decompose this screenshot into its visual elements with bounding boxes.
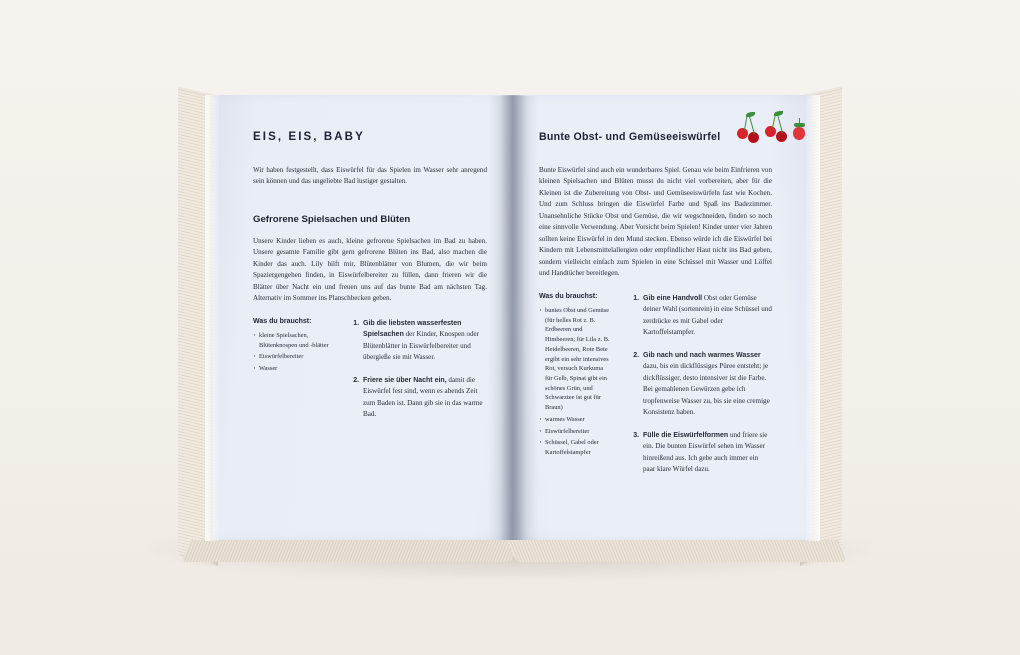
list-item: · Eiswürfelbereiter <box>253 352 331 362</box>
step-rest: dazu, bis ein dickflüssiges Püree entsteht; je dickflüssiger, desto intensiver ist die Farbe. Bei gemahlenen Gewürzen gebe ich tropfenweise Wasser zu, bis sie eine cremige Konsistenz haben. <box>643 362 770 417</box>
left-page-block-edge <box>178 87 218 566</box>
list-item <box>361 375 487 421</box>
list-item: · buntes Obst und Gemüse (für helles Rot z. B. Erdbeeren und Himbeeren; für Lila z. B. Heidelbeeren, Rote Bete ergibt ein sehr intensives Rot, versuch Kurkuma für Gelb, Spinat gibt ein schönes Grün, und Schwarztee ist gut für Braun) <box>539 306 611 413</box>
bottom-right-page-edges <box>508 540 847 562</box>
chapter-title: EIS, EIS, BABY <box>253 131 365 143</box>
left-page <box>213 95 513 540</box>
materials-heading: Was du brauchst: <box>253 317 312 325</box>
list-item <box>641 430 772 476</box>
list-item: · Schüssel, Gabel oder Kartoffelstampfer <box>539 438 611 457</box>
list-item: · Wasser <box>253 364 331 374</box>
recipe-subheading: Gefrorene Spielsachen und Blüten <box>253 213 411 225</box>
right-recipe-columns <box>539 293 772 487</box>
list-item <box>641 350 772 419</box>
cherry-illustration-group <box>735 110 807 144</box>
recipe-body-paragraph: Bunte Eiswürfel sind auch ein wunderbares Spiel. Genau wie beim Einfrieren von kleinen Spielsachen und Blüten musst du nicht viel vorbereiten, aber für die Kleinen ist die Zubereitung von Obst- und Gemüseeiswürfeln fast wie Kochen. Und zum Schluss bringen die Eiswürfel Farbe und Spaß ins Badezimmer. Unansehnliche Stücke Obst und Gemüse, die wir wegschneiden, finden so noch eine sinnvolle Verwendung. Aber Vorsicht beim Spielen! Kinder unter vier Jahren sollten keine Eiswürfel in den Mund stecken. Ebenso würde ich die Eiswürfel bei Kindern mit Lebensmittelallergien oder empfindlicher Haut nicht ins Bad geben, sondern vielleicht einfach zum Spielen in eine Schüssel mit Wasser und Löffel und Handtücher bereitlegen. <box>539 166 772 278</box>
list-item <box>361 318 487 364</box>
right-page <box>513 95 812 540</box>
step-rest: Obst oder Gemüse deiner Wahl (sortenrein) in eine Schüssel und zerdrücke es mit Gabel oder Kartoffelstampfer. <box>643 293 772 337</box>
step-rest: damit die Eiswürfel fest sind, wenn es abends Zeit zum Baden ist. Dann gib sie in das warme Bad. <box>363 375 483 419</box>
bottom-left-page-edges <box>182 540 521 562</box>
list-item: · Eiswürfelbereiter <box>539 427 611 437</box>
list-item: · kleine Spielsachen, Blütenknospen und -blätter <box>253 331 331 350</box>
step-rest: und friere sie ein. Die bunten Eiswürfel sehen im Wasser hinreißend aus. Ich gebe auch immer ein paar klare Würfel dazu. <box>643 430 768 474</box>
list-item <box>641 293 772 339</box>
materials-heading: Was du brauchst: <box>539 292 598 300</box>
step-lead: Friere sie über Nacht ein, <box>363 376 447 384</box>
step-lead: Fülle die Eiswürfelformen <box>643 431 729 439</box>
left-recipe-columns <box>253 318 487 432</box>
right-steps-list <box>628 293 772 487</box>
right-materials-column <box>539 293 611 487</box>
left-steps-list <box>348 318 487 432</box>
recipe-body-paragraph: Unsere Kinder lieben es auch, kleine gefrorene Spielsachen im Bad zu haben. Unsere gesamte Familie gibt gern gefrorene Blüten ins Bad, also machen die Kinder das auch. Lily hilft mir, Blütenblätter von Blumen, die wir beim Spaziergengehen finden, in Eiswürfelbereiter zu füllen, dann frieren wir die Blätter über Nacht ein und freuen uns auf das bunte Bad am nächsten Tag. Alternativ im Sommer ins Planschbecken geben. <box>253 236 487 303</box>
chapter-intro-paragraph: Wir haben festgestellt, dass Eiswürfel für das Spielen im Wasser sehr anregend sein können und das ungeliebte Bad lustiger gestalten. <box>253 166 487 186</box>
step-rest: der Kinder, Knospen oder Blütenblätter in Eiswürfelbereiter und übergieße sie mit Wasser. <box>363 330 480 362</box>
step-lead: Gib die liebsten wasserfesten Spielsachen <box>363 319 462 339</box>
step-lead: Gib nach und nach warmes Wasser <box>643 351 761 359</box>
materials-list <box>253 331 331 374</box>
materials-list <box>539 306 611 458</box>
page-title: Bunte Obst- und Gemüseeiswürfel <box>539 131 721 143</box>
left-materials-column <box>253 318 331 432</box>
list-item: · warmes Wasser <box>539 415 611 425</box>
step-lead: Gib eine Handvoll <box>643 294 703 302</box>
